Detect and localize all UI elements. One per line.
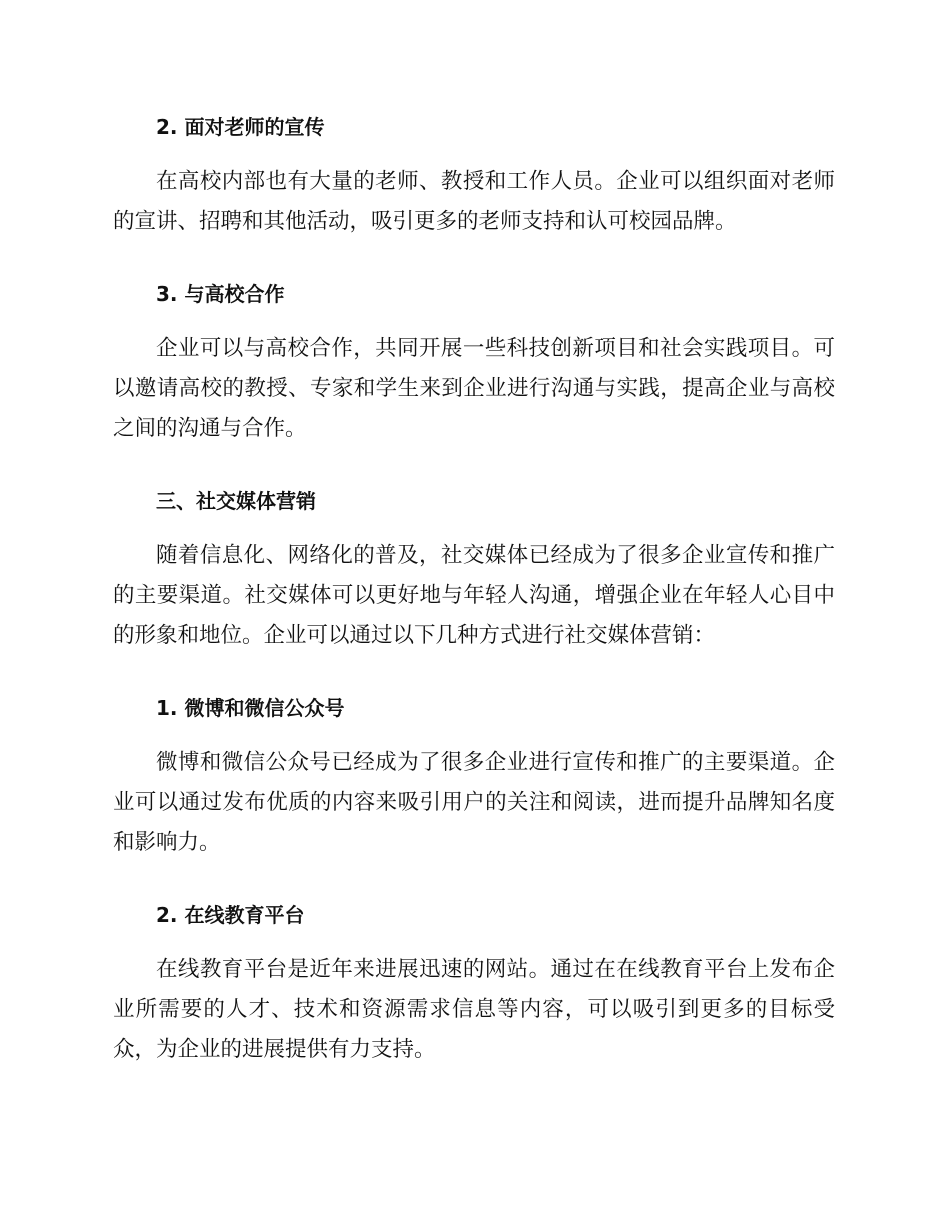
section-heading-social-media-marketing: 三、社交媒体营销 <box>156 489 316 513</box>
section-heading-university-cooperation: 3. 与高校合作 <box>156 282 285 306</box>
document-page <box>113 107 835 1070</box>
section-heading-online-education: 2. 在线教育平台 <box>156 903 305 927</box>
paragraph-university-cooperation: 企业可以与高校合作，共同开展一些科技创新项目和社会实践项目。可以邀请高校的教授、专家和学生来到企业进行沟通与实践，提高企业与高校之间的沟通与合作。 <box>113 336 835 441</box>
paragraph-weibo-wechat: 微博和微信公众号已经成为了很多企业进行宣传和推广的主要渠道。企业可以通过发布优质的内容来吸引用户的关注和阅读，进而提升品牌知名度和影响力。 <box>113 750 835 855</box>
paragraph-social-media-marketing: 随着信息化、网络化的普及，社交媒体已经成为了很多企业宣传和推广的主要渠道。社交媒体可以更好地与年轻人沟通，增强企业在年轻人心目中的形象和地位。企业可以通过以下几种方式进行社交媒体营销： <box>113 543 835 648</box>
paragraph-teacher-promotion: 在高校内部也有大量的老师、教授和工作人员。企业可以组织面对老师的宣讲、招聘和其他活动，吸引更多的老师支持和认可校园品牌。 <box>113 169 835 234</box>
paragraph-online-education: 在线教育平台是近年来进展迅速的网站。通过在在线教育平台上发布企业所需要的人才、技术和资源需求信息等内容，可以吸引到更多的目标受众，为企业的进展提供有力支持。 <box>113 957 835 1062</box>
section-heading-teacher-promotion: 2. 面对老师的宣传 <box>156 115 325 139</box>
section-heading-weibo-wechat: 1. 微博和微信公众号 <box>156 696 345 720</box>
